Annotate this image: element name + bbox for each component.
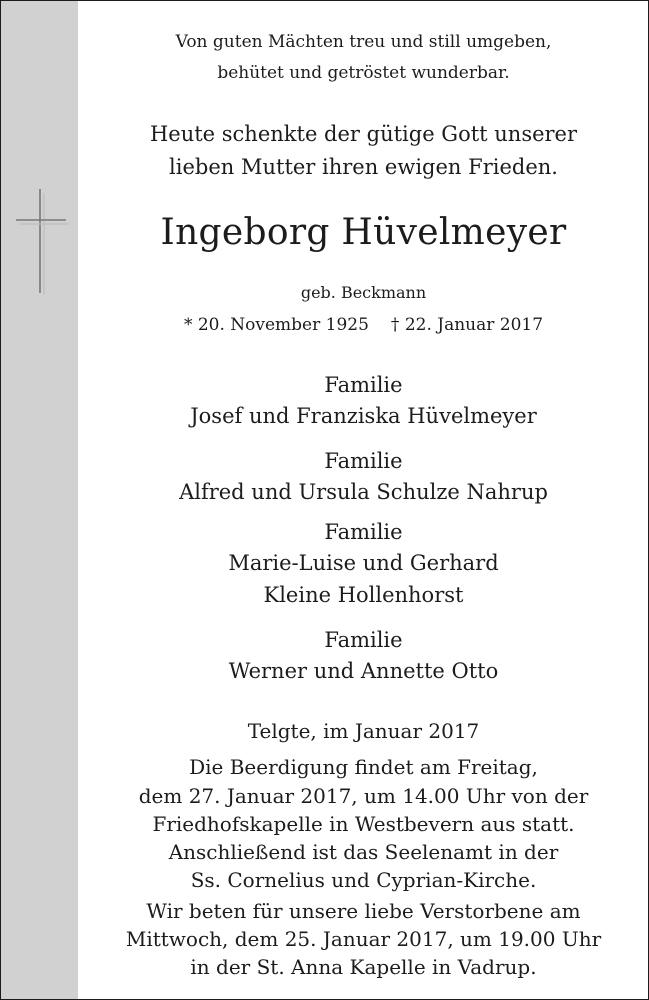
intro-line: Heute schenkte der gütige Gott unserer bbox=[149, 122, 578, 146]
family-label: Familie bbox=[324, 628, 403, 652]
prayer-line: in der St. Anna Kapelle in Vadrup. bbox=[190, 955, 537, 979]
intro-line: lieben Mutter ihren ewigen Frieden. bbox=[169, 155, 558, 179]
death-date: † 22. Januar 2017 bbox=[390, 315, 544, 335]
funeral-line: Anschließend ist das Seelenamt in der bbox=[168, 840, 559, 864]
prayer-line: Mittwoch, dem 25. Januar 2017, um 19.00 Uhr bbox=[125, 927, 602, 951]
family-label: Familie bbox=[324, 373, 403, 397]
place-date: Telgte, im Januar 2017 bbox=[247, 719, 480, 743]
family-names: Kleine Hollenhorst bbox=[263, 583, 464, 607]
motto-line: Von guten Mächten treu und still umgeben, bbox=[175, 32, 552, 52]
family-names: Alfred und Ursula Schulze Nahrup bbox=[179, 480, 548, 504]
prayer-line: Wir beten für unsere liebe Verstorbene am bbox=[146, 899, 581, 923]
cross-icon bbox=[13, 187, 71, 297]
family-names: Josef und Franziska Hüvelmeyer bbox=[190, 404, 537, 428]
motto-line: behütet und getröstet wunderbar. bbox=[217, 63, 510, 83]
birth-name: geb. Beckmann bbox=[300, 283, 427, 302]
obituary-content bbox=[79, 0, 648, 1000]
family-names: Marie-Luise und Gerhard bbox=[228, 551, 499, 575]
family-names: Werner und Annette Otto bbox=[228, 659, 499, 683]
funeral-line: dem 27. Januar 2017, um 14.00 Uhr von der bbox=[138, 784, 589, 808]
funeral-line: Ss. Cornelius und Cyprian-Kirche. bbox=[190, 868, 537, 892]
birth-date: * 20. November 1925 bbox=[183, 315, 369, 335]
funeral-line: Die Beerdigung findet am Freitag, bbox=[189, 755, 538, 779]
sidebar-band bbox=[1, 1, 78, 999]
life-dates bbox=[79, 315, 648, 335]
family-label: Familie bbox=[324, 449, 403, 473]
funeral-line: Friedhofskapelle in Westbevern aus statt. bbox=[152, 812, 575, 836]
deceased-name: Ingeborg Hüvelmeyer bbox=[160, 212, 567, 253]
family-label: Familie bbox=[324, 520, 403, 544]
